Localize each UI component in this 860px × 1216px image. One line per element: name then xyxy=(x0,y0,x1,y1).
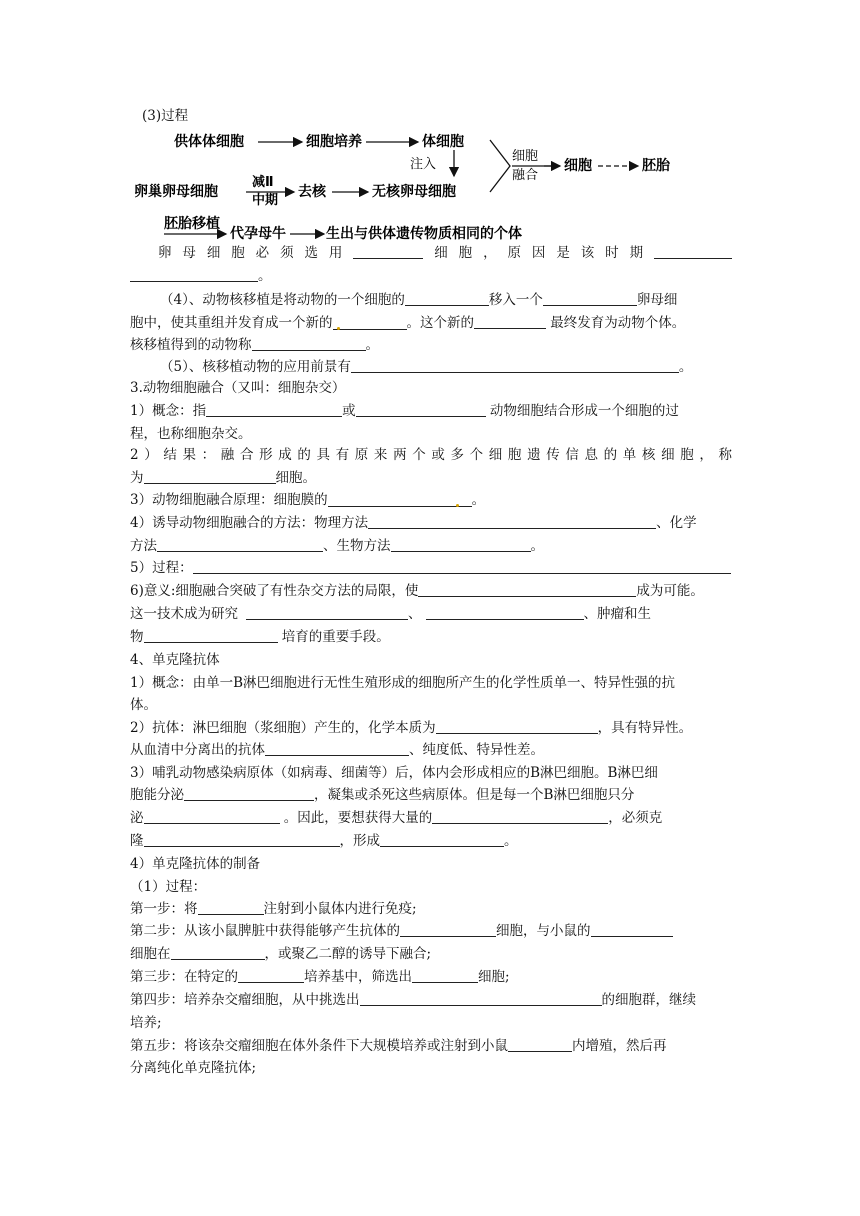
blank-process[interactable] xyxy=(193,559,731,574)
blank-abdominal[interactable] xyxy=(508,1037,572,1052)
nt4-line-1: （4）、动物核移植是将动物的一个细胞的 移入一个 卵母细 xyxy=(160,292,678,308)
blank-clone[interactable] xyxy=(144,832,340,847)
blank-biological[interactable] xyxy=(391,537,531,552)
mab-step-5b: 分离纯化单克隆抗体; xyxy=(130,1060,257,1076)
meiosis-label-2: 中期 xyxy=(252,193,279,208)
mab-prep-title: 4）单克隆抗体的制备 xyxy=(130,856,261,872)
offspring-label: 生出与供体遗传物质相同的个体 xyxy=(326,226,522,242)
fusion-process: 5）过程： xyxy=(130,558,732,578)
oocyte-choice-line: 卵母细胞必须选用 细胞，原因是该时期 xyxy=(130,243,732,263)
mab-step-5a: 第五步：将该杂交瘤细胞在体外条件下大规模培养或注射到小鼠 内增殖，然后再 xyxy=(130,1038,667,1054)
mab-step-1: 第一步：将 注射到小鼠体内进行免疫; xyxy=(130,901,417,917)
surrogate-label: 代孕母牛 xyxy=(230,226,286,242)
oocyte-choice-line-2: 。 xyxy=(130,266,732,286)
fusion-method-1: 4）诱导动物细胞融合的方法：物理方法 、化学 xyxy=(130,515,697,531)
fusion-title: 3.动物细胞融合（又叫：细胞杂交） xyxy=(130,380,346,396)
mab-step-2b: 细胞在 ，或聚乙二醇的诱导下融合; xyxy=(130,946,432,962)
blank-research-a[interactable] xyxy=(246,605,408,620)
somatic-cell-label: 体细胞 xyxy=(422,134,464,150)
blank-b-cell[interactable] xyxy=(400,922,496,937)
mab-step-3: 第三步：在特定的 培养基中，筛选出 细胞; xyxy=(130,969,510,985)
blank-secrete[interactable] xyxy=(184,786,314,801)
blank-hybrid[interactable] xyxy=(144,469,276,484)
blank-breeding[interactable] xyxy=(144,628,278,643)
blank-oocyte-stage[interactable] xyxy=(353,244,423,259)
blank-concept-b[interactable] xyxy=(356,402,486,417)
blank-clone-name[interactable] xyxy=(252,336,366,351)
blank-significance[interactable] xyxy=(418,582,636,597)
cell-label: 细胞 xyxy=(564,158,592,174)
blank-myeloma[interactable] xyxy=(591,922,673,937)
blank-serum-antibody[interactable] xyxy=(265,741,409,756)
fusion-significance-1: 6)意义:细胞融合突破了有性杂交方法的局限，使 成为可能。 xyxy=(130,583,704,599)
blank-nucleus[interactable] xyxy=(405,291,489,306)
blank-membrane[interactable] xyxy=(328,492,472,507)
nuclear-transfer-diagram xyxy=(128,104,728,244)
fusion-principle: 3）动物细胞融合原理：细胞膜的 。 xyxy=(130,492,486,508)
blank-chemical[interactable] xyxy=(157,537,323,552)
fusion-result-2: 为 细胞。 xyxy=(130,470,316,486)
nt5-line: （5）、核移植动物的应用前景有 。 xyxy=(160,359,693,375)
mab-concept-1: 1）概念：由单一B淋巴细胞进行无性生殖形成的细胞所产生的化学性质单一、特异性强的抗 xyxy=(130,675,676,691)
blank-antigen[interactable] xyxy=(198,900,264,915)
mab-antibody-1: 2）抗体：淋巴细胞（浆细胞）产生的，化学本质为 ，具有特异性。 xyxy=(130,720,693,736)
transfer-label: 胚胎移植 xyxy=(164,216,220,232)
nt4-line-2: 胞中，使其重组并发育成一个新的 。这个新的 最终发育为动物个体。 xyxy=(130,315,686,331)
blank-reason[interactable] xyxy=(654,244,732,259)
nt4-line-3: 核移植得到的动物称 。 xyxy=(130,337,379,353)
blank-large-amount[interactable] xyxy=(432,809,608,824)
fusion-significance-3: 物 培育的重要手段。 xyxy=(130,629,390,645)
blank-secrete-one[interactable] xyxy=(144,809,280,824)
mab-concept-2: 体。 xyxy=(130,697,157,713)
mab-bcell-3: 泌 。因此，要想获得大量的 ，必须克 xyxy=(130,810,663,826)
mab-title: 4、单克隆抗体 xyxy=(130,652,220,668)
fusion-label-1: 细胞 xyxy=(512,149,539,164)
mab-process-title: （1）过程： xyxy=(130,879,207,895)
mab-bcell-2: 胞能分泌 ，凝集或杀死这些病原体。但是每一个B淋巴细胞只分 xyxy=(130,787,635,803)
mab-antibody-2: 从血清中分离出的抗体 、纯度低、特异性差。 xyxy=(130,742,544,758)
inject-label: 注入 xyxy=(410,157,437,172)
blank-reason-cont[interactable] xyxy=(130,267,258,282)
blank-concept-a[interactable] xyxy=(206,402,342,417)
blank-physical[interactable] xyxy=(368,514,656,529)
blank-hybridoma[interactable] xyxy=(412,968,478,983)
fusion-concept-1: 1）概念：指 或 动物细胞结合形成一个细胞的过 xyxy=(130,403,679,419)
mab-step-2a: 第二步：从该小鼠脾脏中获得能够产生抗体的 细胞，与小鼠的 xyxy=(130,921,732,941)
blank-enucleated[interactable] xyxy=(543,291,637,306)
fusion-label-2: 融合 xyxy=(512,168,539,183)
blank-specific-antibody[interactable] xyxy=(360,991,602,1006)
oocyte-label: 卵巢卵母细胞 xyxy=(134,184,218,200)
blank-selective[interactable] xyxy=(238,968,304,983)
fusion-result-1: 2）结果：融合形成的具有原来两个或多个细胞遗传信息的单核细胞，称 xyxy=(130,447,732,463)
culture-label: 细胞培养 xyxy=(306,134,362,150)
enucleated-oocyte-label: 无核卵母细胞 xyxy=(372,184,456,200)
blank-new-embryo[interactable] xyxy=(333,315,407,330)
blank-new-embryo-2[interactable] xyxy=(474,314,546,329)
mab-step-4b: 培养; xyxy=(130,1015,162,1031)
fusion-method-2: 方法 、生物方法 。 xyxy=(130,538,544,554)
donor-cell-label: 供体体细胞 xyxy=(174,134,244,150)
embryo-label: 胚胎 xyxy=(642,158,670,174)
blank-chemical-nature[interactable] xyxy=(436,719,598,734)
mab-bcell-4: 隆 ，形成 。 xyxy=(130,833,518,849)
blank-research-b[interactable] xyxy=(426,605,584,620)
blank-form[interactable] xyxy=(380,832,504,847)
mab-step-4a: 第四步：培养杂交瘤细胞，从中挑选出 的细胞群，继续 xyxy=(130,992,696,1008)
fusion-concept-2: 程，也称细胞杂交。 xyxy=(130,426,252,442)
process-heading: (3)过程 xyxy=(142,108,189,124)
enucleate-label: 去核 xyxy=(298,184,326,200)
blank-prospects[interactable] xyxy=(351,358,679,373)
blank-inducer[interactable] xyxy=(171,945,265,960)
merge-bracket xyxy=(490,140,510,192)
mab-bcell-1: 3）哺乳动物感染病原体（如病毒、细菌等）后，体内会形成相应的B淋巴细胞。B淋巴细 xyxy=(130,765,658,781)
meiosis-label-1: 减Ⅱ xyxy=(252,175,274,190)
fusion-significance-2: 这一技术成为研究 、 、肿瘤和生 xyxy=(130,606,651,622)
